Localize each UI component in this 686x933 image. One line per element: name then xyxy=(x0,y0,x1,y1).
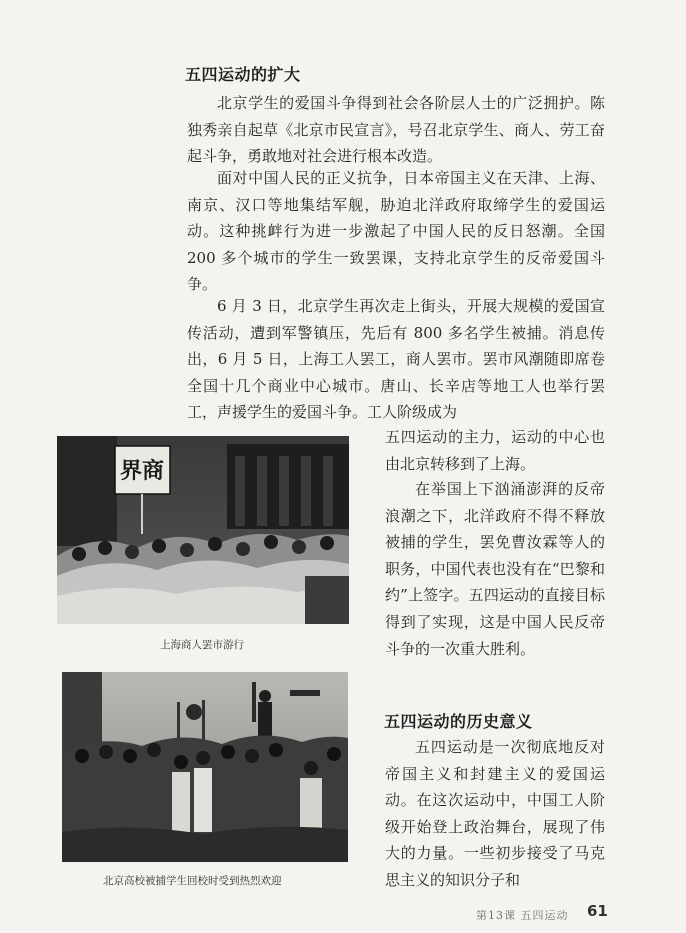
photo-shanghai-merchants-strike xyxy=(57,436,349,624)
footer-lesson-title: 第13课 五四运动 xyxy=(476,909,569,922)
caption-photo-1: 上海商人罢市游行 xyxy=(160,639,244,651)
paragraph-3-continued: 五四运动的主力，运动的中心也由北京转移到了上海。 xyxy=(385,428,605,473)
photo-1-image xyxy=(57,436,349,624)
photo-students-welcomed xyxy=(62,672,348,862)
paragraph-2: 面对中国人民的正义抗争，日本帝国主义在天津、上海、南京、汉口等地集结军舰，胁迫北洋政府取缔学生的爱国运动。这种挑衅行为进一步激起了中国人民的反日怒潮。全国 200 多个城市的学生一致罢课，支持北京学生的反帝爱国斗争。 xyxy=(187,169,605,294)
section-heading-expansion: 五四运动的扩大 xyxy=(185,65,301,84)
paragraph-5: 五四运动是一次彻底地反对帝国主义和封建主义的爱国运动。在这次运动中，中国工人阶级开始登上政治舞台，展现了伟大的力量。一些初步接受了马克思主义的知识分子和 xyxy=(385,738,605,889)
section-heading-significance: 五四运动的历史意义 xyxy=(384,712,533,731)
photo-2-image xyxy=(62,672,348,862)
paragraph-4: 在举国上下汹涌澎湃的反帝浪潮之下，北洋政府不得不释放被捕的学生，罢免曹汝霖等人的职务，中国代表也没有在“巴黎和约”上签字。五四运动的直接目标得到了实现，这是中国人民反帝斗争的一次重大胜利。 xyxy=(385,480,605,658)
page-number: 61 xyxy=(587,902,608,920)
caption-photo-2: 北京高校被捕学生回校时受到热烈欢迎 xyxy=(103,875,282,887)
shop-sign-text: 界商 xyxy=(119,458,165,484)
paragraph-3: 6 月 3 日，北京学生再次走上街头，开展大规模的爱国宣传活动，遭到军警镇压，先后有 800 多名学生被捕。消息传出，6 月 5 日，上海工人罢工，商人罢市。罢市风潮随即席卷全国十几个商业中心城市。唐山、长辛店等地工人也举行罢工，声援学生的爱国斗争。工人阶级成为 xyxy=(187,297,605,422)
paragraph-1: 北京学生的爱国斗争得到社会各阶层人士的广泛拥护。陈独秀亲自起草《北京市民宣言》，号召北京学生、商人、劳工奋起斗争，勇敢地对社会进行根本改造。 xyxy=(187,94,605,166)
